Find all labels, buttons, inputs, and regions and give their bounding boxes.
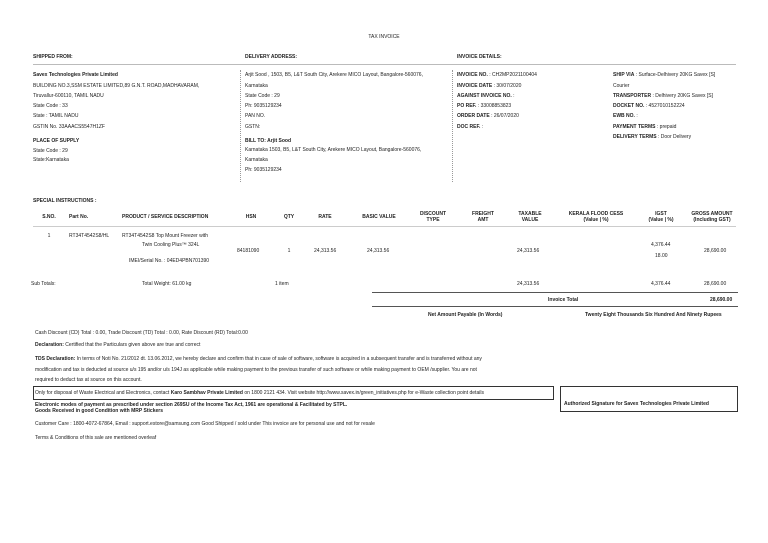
col-header-hsn: HSN — [245, 214, 257, 220]
row-sno: 1 — [47, 233, 51, 239]
shipper-company: Savex Technologies Private Limited — [33, 72, 118, 78]
delivery-pan: PAN NO. — [245, 113, 266, 119]
header-divider — [33, 64, 736, 65]
invoice-no: INVOICE NO. : CH2MP2021100404 — [457, 72, 537, 78]
ship-via-cont: Courier — [613, 83, 630, 89]
authorized-signature: Authorized Signature for Savex Technologies Private Limited — [564, 401, 709, 407]
payment-modes-line2: Goods Received in good Condition with MRP Stickers — [35, 408, 163, 414]
column-divider — [240, 70, 241, 182]
row-igst-pct: 18.00 — [655, 253, 668, 259]
total-weight: Total Weight: 61.00 kg — [142, 281, 192, 287]
delivery-address-line: Arjit Sood , 1503, B5, L&T South City, Arekere MICO Layout, Bangalore-560076, — [245, 72, 423, 78]
invoice-date: INVOICE DATE : 30/07/2020 — [457, 83, 522, 89]
delivery-gstn: GSTN: — [245, 124, 261, 130]
row-igst-value: 4,376.44 — [651, 242, 671, 248]
subtotal-gross: 28,690.00 — [704, 281, 727, 287]
invoice-total-value: 28,690.00 — [710, 297, 733, 303]
total-divider — [372, 306, 738, 307]
col-header-gross: GROSS AMOUNT (Including GST) — [691, 211, 733, 223]
declaration: Declaration: Certified that the Particulars given above are true and correct — [35, 342, 201, 348]
shipped-from-heading: SHIPPED FROM: — [33, 54, 73, 60]
col-header-part: Part No. — [69, 214, 89, 220]
payment-modes-line1: Electronic modes of payment as prescribed under section 269SU of the Income Tax Act, 1961 are operational & Facilitated by STPL. — [35, 402, 348, 408]
row-basic-value: 24,313.56 — [367, 248, 390, 254]
shipper-state-code: State Code : 33 — [33, 103, 68, 109]
col-header-basic: BASIC VALUE — [362, 214, 396, 220]
row-desc-line1: RT34T4542S8 Top Mount Freezer with — [122, 233, 208, 239]
row-taxable-value: 24,313.56 — [517, 248, 540, 254]
against-invoice-no: AGAINST INVOICE NO. : — [457, 93, 515, 99]
invoice-details-heading: INVOICE DETAILS: — [457, 54, 502, 60]
page-title: TAX INVOICE — [368, 34, 400, 40]
tds-declaration-line1: TDS Declaration: In terms of Noti No. 21/2012 dt. 13.06.2012, we hereby declare and confirm that in case of sale of software, software is acquired in a subsequent transfer and is transferred without any — [35, 356, 482, 362]
col-header-discount: DISCOUNT TYPE — [419, 211, 447, 223]
po-ref: PO REF. : 33008853823 — [457, 103, 512, 109]
total-divider — [372, 292, 738, 293]
bill-to-address-line: Karnataka 1503, B5, L&T South City, Arekere MICO Layout, Bangalore-560076, — [245, 147, 422, 153]
ewaste-notice: Only for disposal of Waste Electrical and Electronics, contact Karo Sambhav Private Limited on 1800 2121 434. Visit website http://www.savex.in/green_initiatives.php for e-Waste collection point details — [35, 390, 484, 396]
row-hsn: 84181090 — [237, 248, 260, 254]
shipper-address-line: BUILDING NO.3,SSM ESTATE LIMITED,89 G.N.T. ROAD,MADHAVARAM, — [33, 83, 200, 89]
row-qty: 1 — [287, 248, 291, 254]
doc-ref: DOC REF. : — [457, 124, 484, 130]
delivery-address-heading: DELIVERY ADDRESS: — [245, 54, 298, 60]
row-part-no: RT34T4542S8/HL — [69, 233, 110, 239]
subtotals-label: Sub Totals: — [31, 281, 56, 287]
col-header-desc: PRODUCT / SERVICE DESCRIPTION — [122, 214, 209, 220]
bill-to-address-line: Karnataka — [245, 157, 268, 163]
customer-care: Customer Care : 1800-4072-67864, Email : support.estore@samsung.com Good Shipped / sold under This invoice are for personal use and not for resale — [35, 421, 375, 427]
shipper-gstin: GSTIN No. 33AAACS5547H1ZF — [33, 124, 105, 130]
col-header-rate: RATE — [318, 214, 332, 220]
amount-in-words-label: Net Amount Payable (In Words) — [428, 312, 503, 318]
col-header-sno: S.NO. — [42, 214, 56, 220]
col-header-freight: FREIGHT AMT — [472, 211, 494, 223]
order-date: ORDER DATE : 26/07/2020 — [457, 113, 519, 119]
tds-declaration-line3: required to deduct tax at source on this account. — [35, 377, 142, 383]
col-header-taxable: TAXABLE VALUE — [518, 211, 542, 223]
subtotal-taxable: 24,313.56 — [517, 281, 540, 287]
subtotal-igst: 4,376.44 — [651, 281, 671, 287]
item-count: 1 item — [275, 281, 289, 287]
row-desc-line2: Twin Cooling Plus™ 324L — [142, 242, 200, 248]
tds-declaration-line2: modification and tax is deducted at source u/s 195 and/or u/s 194J as applicable while making payment to the previous transfer of such software or while making payment to OEM /supplier. You are not — [35, 367, 477, 373]
col-header-qty: QTY — [283, 214, 295, 220]
special-instructions: SPECIAL INSTRUCTIONS : — [33, 198, 97, 204]
bill-to-heading: BILL TO: Arjit Sood — [245, 138, 292, 144]
delivery-address-line: Karnataka — [245, 83, 268, 89]
column-divider — [452, 70, 453, 182]
payment-terms: PAYMENT TERMS : prepaid — [613, 124, 677, 130]
ship-via: SHIP VIA : Surface-Delhivery 20KG Savex [S] — [613, 72, 716, 78]
shipper-address-line: Tiruvallur-600110, TAMIL NADU — [33, 93, 104, 99]
row-imei: IMEI/Serial No. : 04ED4PBN701390 — [129, 258, 210, 264]
shipper-state: State : TAMIL NADU — [33, 113, 79, 119]
col-header-igst: IGST (Value | %) — [648, 211, 674, 223]
col-header-cess: KERALA FLOOD CESS (Value | %) — [568, 211, 624, 223]
place-state-code: State Code : 29 — [33, 148, 68, 154]
docket-no: DOCKET NO. : 4527010152224 — [613, 103, 685, 109]
delivery-phone: Ph: 9035129234 — [245, 103, 282, 109]
bill-to-phone: Ph: 9035129234 — [245, 167, 282, 173]
transporter: TRANSPORTER : Delhivery 20KG Savex [S] — [613, 93, 714, 99]
table-header-divider — [33, 226, 736, 227]
terms-conditions: Terms & Conditions of this sale are mentioned overleaf — [35, 435, 157, 441]
signature-box — [560, 386, 738, 412]
place-of-supply-heading: PLACE OF SUPPLY — [33, 138, 80, 144]
place-state: State:Karnataka — [33, 157, 69, 163]
row-gross: 28,690.00 — [704, 248, 727, 254]
invoice-total-label: Invoice Total — [548, 297, 579, 303]
row-rate: 24,313.56 — [314, 248, 337, 254]
amount-in-words: Twenty Eight Thousands Six Hundred And Ninety Rupees — [585, 312, 722, 318]
delivery-terms: DELIVERY TERMS : Door Delivery — [613, 134, 692, 140]
ewb-no: EWB NO. : — [613, 113, 638, 119]
delivery-state-code: State Code : 29 — [245, 93, 280, 99]
discount-totals: Cash Discount (CD) Total : 0.00, Trade Discount (TD) Total : 0.00, Rate Discount (RD) Total:0.00 — [35, 330, 248, 336]
